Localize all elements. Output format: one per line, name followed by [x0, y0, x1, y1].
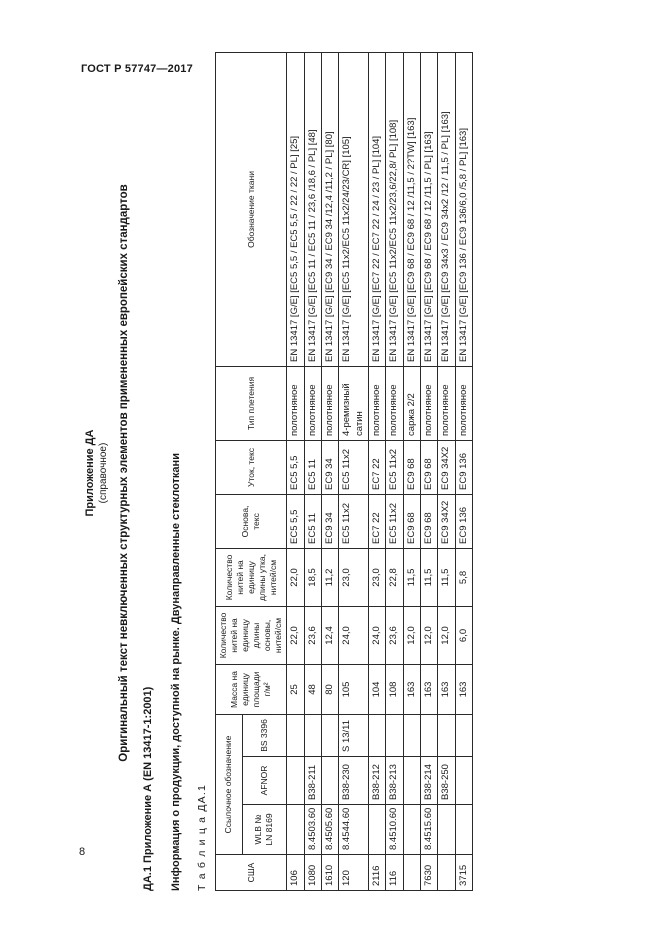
cell-wlb: 8.4505.60 [321, 805, 338, 855]
cell-bs [369, 714, 386, 756]
table-row [455, 52, 472, 890]
cell-designation: EN 13417 [G/E] [EC9 68 / EC9 68 / 12 /11,5 / PL] [163] [421, 52, 438, 366]
table-row [369, 52, 386, 890]
cell-afnor: B38-212 [369, 757, 386, 805]
cell-weft-count: 23,0 [369, 548, 386, 606]
header-row [216, 52, 243, 890]
cell-afnor [403, 757, 420, 805]
table-row [386, 52, 403, 890]
cell-designation: EN 13417 [G/E] [EC5 11 / EC5 11 / 23,6 /18,6 / PL] [48] [304, 52, 321, 366]
cell-usa: 2116 [369, 855, 386, 891]
table-row [438, 52, 455, 890]
cell-afnor [455, 757, 472, 805]
cell-wlb: 8.4544.60 [339, 805, 369, 855]
cell-warp-tex: EC9 34 [321, 494, 338, 548]
cell-warp-tex: EC5 11x2 [386, 494, 403, 548]
appendix-title: Приложение ДА [84, 429, 96, 517]
cell-weave: 4-ремизный сатин [339, 366, 369, 440]
cell-weft-count: 22,8 [386, 548, 403, 606]
cell-usa: 1080 [304, 855, 321, 891]
cell-weave: саржа 2/2 [403, 366, 420, 440]
cell-bs [386, 714, 403, 756]
col-weave: Тип плетения [216, 366, 287, 440]
appendix-heading: Оригинальный текст невключенных структурных элементов примененных европейских стандартов [118, 184, 130, 762]
col-usa: США [216, 855, 287, 891]
cell-bs [438, 714, 455, 756]
cell-weft-tex: EC9 136 [455, 440, 472, 494]
cell-weft-tex: EC9 68 [403, 440, 420, 494]
cell-usa: 3715 [455, 855, 472, 891]
cell-warp-tex: EC9 68 [421, 494, 438, 548]
table-row [421, 52, 438, 890]
info-title: Информация о продукции, доступной на рынке. Двунаправленные стеклоткани [170, 453, 182, 891]
cell-warp-tex: EC5 11 [304, 494, 321, 548]
cell-weft-tex: EC9 68 [421, 440, 438, 494]
cell-weft-count: 11,5 [438, 548, 455, 606]
page-number: 8 [79, 846, 86, 858]
cell-weft-tex: EC5 5,5 [287, 440, 304, 494]
cell-weft-count: 22,0 [287, 548, 304, 606]
rotated-page-content [84, 53, 604, 893]
cell-bs [403, 714, 420, 756]
col-bs: BS 3396 [242, 714, 287, 756]
cell-afnor [321, 757, 338, 805]
cell-bs [287, 714, 304, 756]
cell-wlb [438, 805, 455, 855]
cell-afnor: B38-214 [421, 757, 438, 805]
section-title: ДА.1 Приложение А (EN 13417-1:2001) [142, 686, 154, 891]
cell-warp-count: 23,6 [304, 606, 321, 664]
cell-weave: полотняное [438, 366, 455, 440]
cell-usa [438, 855, 455, 891]
cell-weave: полотняное [304, 366, 321, 440]
appendix-subtitle: (справочное) [98, 442, 109, 504]
cell-wlb: 8.4510.60 [386, 805, 403, 855]
cell-weft-count: 11,5 [421, 548, 438, 606]
cell-wlb [403, 805, 420, 855]
cell-warp-count: 12,0 [421, 606, 438, 664]
cell-weft-count: 23,0 [339, 548, 369, 606]
cell-afnor: B38-213 [386, 757, 403, 805]
cell-weave: полотняное [421, 366, 438, 440]
cell-warp-count: 22,0 [287, 606, 304, 664]
cell-weft-count: 5,8 [455, 548, 472, 606]
table-body [287, 52, 473, 890]
cell-mass: 163 [403, 664, 420, 714]
cell-afnor: B38-211 [304, 757, 321, 805]
cell-mass: 104 [369, 664, 386, 714]
cell-wlb [287, 805, 304, 855]
cell-warp-tex: EC5 11x2 [339, 494, 369, 548]
cell-weave: полотняное [386, 366, 403, 440]
cell-warp-tex: EC9 34X2 [438, 494, 455, 548]
cell-bs [455, 714, 472, 756]
col-mass: Масса на единицу площади г/м² [216, 664, 287, 714]
table-row [403, 52, 420, 890]
col-weft-tex: Уток, текс [216, 440, 287, 494]
cell-warp-tex: EC7 22 [369, 494, 386, 548]
col-warp-count: Количество нитей на единицу длины основы, нитей/см [216, 606, 287, 664]
col-group-reference: Ссылочное обозначение [216, 714, 243, 854]
cell-weft-tex: EC5 11x2 [386, 440, 403, 494]
cell-warp-count: 24,0 [369, 606, 386, 664]
cell-warp-count: 24,0 [339, 606, 369, 664]
cell-warp-tex: EC5 5,5 [287, 494, 304, 548]
cell-usa: 1610 [321, 855, 338, 891]
cell-afnor: B38-250 [438, 757, 455, 805]
table-row [304, 52, 321, 890]
cell-mass: 163 [438, 664, 455, 714]
table-row [339, 52, 369, 890]
cell-wlb [455, 805, 472, 855]
cell-mass: 48 [304, 664, 321, 714]
cell-weft-count: 11,5 [403, 548, 420, 606]
cell-warp-count: 12,4 [321, 606, 338, 664]
cell-bs: S 13/11 [339, 714, 369, 756]
cell-wlb: 8.4503.60 [304, 805, 321, 855]
cell-afnor [287, 757, 304, 805]
cell-bs [321, 714, 338, 756]
col-designation: Обозначение ткани [216, 52, 287, 366]
col-weft-count: Количество нитей на единицу длины утка, нитей/см [216, 548, 287, 606]
cell-warp-count: 6,0 [455, 606, 472, 664]
cell-usa: 7630 [421, 855, 438, 891]
cell-usa [403, 855, 420, 891]
cell-mass: 163 [455, 664, 472, 714]
cell-warp-tex: EC9 136 [455, 494, 472, 548]
cell-usa: 116 [386, 855, 403, 891]
cell-usa: 120 [339, 855, 369, 891]
cell-weave: полотняное [321, 366, 338, 440]
table-caption: Т а б л и ц а ДА.1 [196, 783, 208, 891]
document-header: ГОСТ Р 57747—2017 [81, 63, 193, 75]
cell-designation: EN 13417 [G/E] [EC9 68 / EC9 68 / 12 /11,5 / 2?TW] [163] [403, 52, 420, 366]
cell-wlb: 8.4515.60 [421, 805, 438, 855]
cell-afnor: B38-230 [339, 757, 369, 805]
cell-mass: 108 [386, 664, 403, 714]
cell-weft-tex: EC7 22 [369, 440, 386, 494]
cell-weft-tex: EC5 11 [304, 440, 321, 494]
table-row [287, 52, 304, 890]
cell-bs [304, 714, 321, 756]
cell-warp-count: 23,6 [386, 606, 403, 664]
cell-designation: EN 13417 [G/E] [EC7 22 / EC7 22 / 24 / 23 / PL] [104] [369, 52, 386, 366]
cell-weft-count: 11,2 [321, 548, 338, 606]
cell-mass: 163 [421, 664, 438, 714]
cell-designation: EN 13417 [G/E] [EC9 34 / EC9 34 /12,4 /11,2 / PL] [80] [321, 52, 338, 366]
fabric-table [215, 52, 473, 891]
cell-designation: EN 13417 [G/E] [EC5 5,5 / EC5 5,5 / 22 / 22 / PL] [25] [287, 52, 304, 366]
cell-designation: EN 13417 [G/E] [EC9 136 / EC9 136/6,0 /5,8 / PL] [163] [455, 52, 472, 366]
cell-weft-tex: EC9 34 [321, 440, 338, 494]
cell-wlb [369, 805, 386, 855]
cell-weft-tex: EC5 11x2 [339, 440, 369, 494]
cell-weft-count: 18,5 [304, 548, 321, 606]
col-afnor: AFNOR [242, 757, 287, 805]
cell-warp-tex: EC9 68 [403, 494, 420, 548]
cell-usa: 106 [287, 855, 304, 891]
cell-weave: полотняное [287, 366, 304, 440]
cell-mass: 105 [339, 664, 369, 714]
cell-designation: EN 13417 [G/E] [EC5 11x2/EC5 11x2/23,6/22,8/ PL] [108] [386, 52, 403, 366]
cell-weft-tex: EC9 34X2 [438, 440, 455, 494]
col-wlb: WLB № LN 8169 [242, 805, 287, 855]
col-warp-tex: Основа, текс [216, 494, 287, 548]
cell-bs [421, 714, 438, 756]
table-row [321, 52, 338, 890]
cell-warp-count: 12,0 [438, 606, 455, 664]
cell-mass: 25 [287, 664, 304, 714]
cell-weave: полотняное [455, 366, 472, 440]
cell-warp-count: 12,0 [403, 606, 420, 664]
cell-weave: полотняное [369, 366, 386, 440]
cell-mass: 80 [321, 664, 338, 714]
cell-designation: EN 13417 [G/E] [EC9 34x3 / EC9 34x2 /12 / 11,5 / PL] [163] [438, 52, 455, 366]
cell-designation: EN 13417 [G/E] [EC5 11x2/EC5 11x2/24/23/CR] [105] [339, 52, 369, 366]
